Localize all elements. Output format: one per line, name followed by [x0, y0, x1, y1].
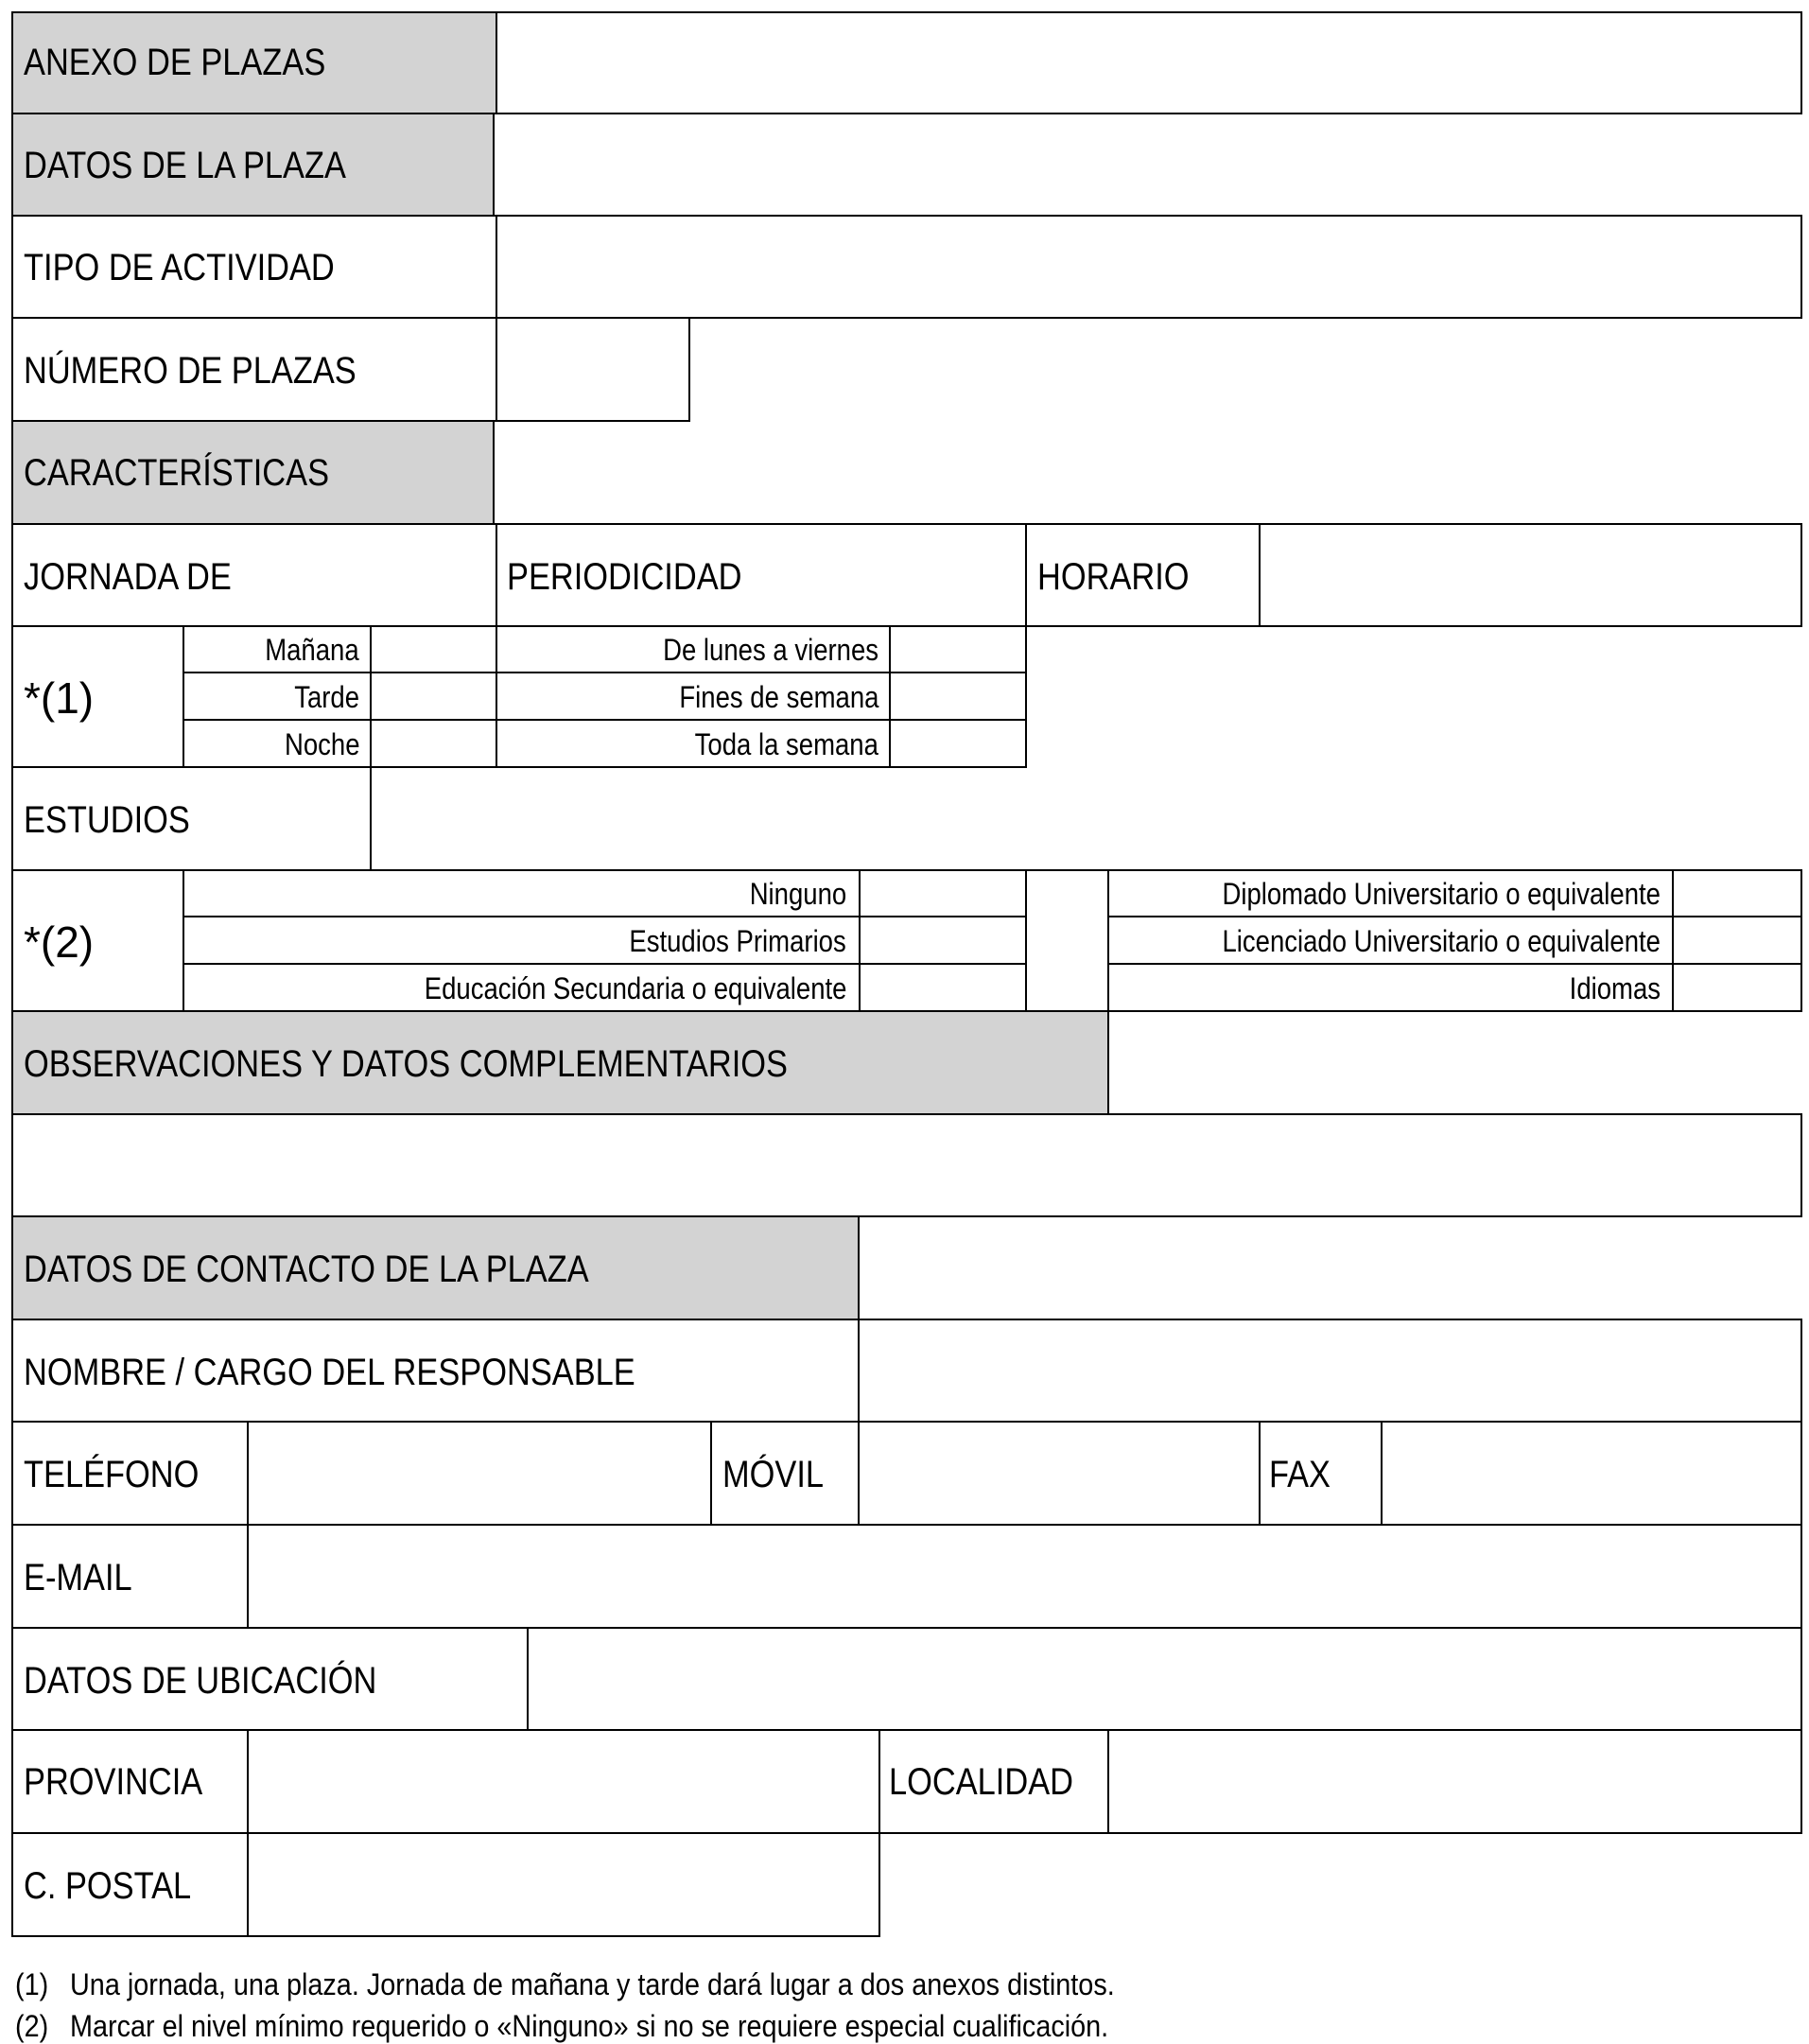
- footnote-text: Una jornada, una plaza. Jornada de mañana y tarde dará lugar a dos anexos distintos.: [70, 1967, 1115, 2001]
- numero-plazas-label: NÚMERO DE PLAZAS: [24, 350, 357, 392]
- jornada-label: JORNADA DE: [24, 556, 232, 598]
- horario-label: HORARIO: [1037, 556, 1190, 598]
- observaciones-title: OBSERVACIONES Y DATOS COMPLEMENTARIOS: [24, 1043, 788, 1085]
- tipo-actividad-input[interactable]: [496, 215, 1802, 319]
- estudios-marker: *(2): [24, 917, 95, 967]
- jornada-option-checkbox[interactable]: [370, 672, 497, 721]
- periodicidad-option-checkbox[interactable]: [889, 719, 1027, 768]
- footnote-number: (1): [15, 1967, 49, 2001]
- telefono-label: TELÉFONO: [24, 1454, 200, 1495]
- estudios-option-label: Ninguno: [749, 877, 846, 911]
- ubicacion-input[interactable]: [527, 1627, 1802, 1731]
- estudios-option-checkbox[interactable]: [1672, 963, 1802, 1012]
- postal-input[interactable]: [247, 1832, 880, 1937]
- jornada-option-label: Tarde: [294, 680, 359, 714]
- estudios-option-label: Idiomas: [1569, 971, 1661, 1005]
- estudios-spacer-cell: [1025, 869, 1109, 1012]
- postal-label: C. POSTAL: [24, 1865, 192, 1907]
- anexo-title: ANEXO DE PLAZAS: [24, 42, 326, 83]
- responsable-label: NOMBRE / CARGO DEL RESPONSABLE: [24, 1352, 635, 1393]
- provincia-label: PROVINCIA: [24, 1761, 203, 1803]
- email-label: E-MAIL: [24, 1557, 132, 1599]
- estudios-label: ESTUDIOS: [24, 799, 190, 841]
- telefono-input[interactable]: [247, 1421, 712, 1526]
- anexo-input[interactable]: [496, 11, 1802, 114]
- estudios-option-label: Licenciado Universitario o equivalente: [1222, 924, 1661, 958]
- periodicidad-option-label: Fines de semana: [678, 680, 878, 714]
- tipo-actividad-label: TIPO DE ACTIVIDAD: [24, 247, 335, 288]
- periodicidad-option-label: De lunes a viernes: [663, 633, 878, 667]
- jornada-option-checkbox[interactable]: [370, 719, 497, 768]
- periodicidad-label: PERIODICIDAD: [507, 556, 742, 598]
- ubicacion-label: DATOS DE UBICACIÓN: [24, 1660, 377, 1702]
- localidad-label: LOCALIDAD: [889, 1761, 1074, 1803]
- estudios-option-checkbox[interactable]: [859, 916, 1027, 965]
- observaciones-input[interactable]: [11, 1113, 1802, 1217]
- estudios-option-checkbox[interactable]: [859, 963, 1027, 1012]
- horario-input[interactable]: [1259, 523, 1802, 627]
- movil-label: MÓVIL: [722, 1454, 825, 1495]
- estudios-option-label: Educación Secundaria o equivalente: [424, 971, 846, 1005]
- datos-plaza-title: DATOS DE LA PLAZA: [24, 145, 346, 186]
- estudios-option-checkbox[interactable]: [1672, 916, 1802, 965]
- estudios-option-checkbox[interactable]: [1672, 869, 1802, 917]
- periodicidad-option-checkbox[interactable]: [889, 672, 1027, 721]
- periodicidad-option-checkbox[interactable]: [889, 625, 1027, 673]
- jornada-option-label: Noche: [284, 727, 359, 761]
- numero-plazas-input[interactable]: [496, 317, 690, 422]
- footnote-text: Marcar el nivel mínimo requerido o «Ninguno» si no se requiere especial cualificación.: [70, 2009, 1109, 2043]
- periodicidad-option-label: Toda la semana: [694, 727, 878, 761]
- caracteristicas-title: CARACTERÍSTICAS: [24, 452, 330, 494]
- localidad-input[interactable]: [1107, 1729, 1802, 1834]
- email-input[interactable]: [247, 1524, 1802, 1629]
- footnote-number: (2): [15, 2009, 49, 2043]
- jornada-marker: *(1): [24, 673, 95, 723]
- responsable-input[interactable]: [858, 1319, 1802, 1423]
- jornada-option-label: Mañana: [265, 633, 359, 667]
- contacto-title: DATOS DE CONTACTO DE LA PLAZA: [24, 1249, 589, 1290]
- jornada-option-checkbox[interactable]: [370, 625, 497, 673]
- fax-label: FAX: [1269, 1454, 1331, 1495]
- fax-input[interactable]: [1381, 1421, 1802, 1526]
- provincia-input[interactable]: [247, 1729, 880, 1834]
- movil-input[interactable]: [858, 1421, 1261, 1526]
- estudios-option-label: Estudios Primarios: [629, 924, 846, 958]
- estudios-option-checkbox[interactable]: [859, 869, 1027, 917]
- estudios-option-label: Diplomado Universitario o equivalente: [1222, 877, 1661, 911]
